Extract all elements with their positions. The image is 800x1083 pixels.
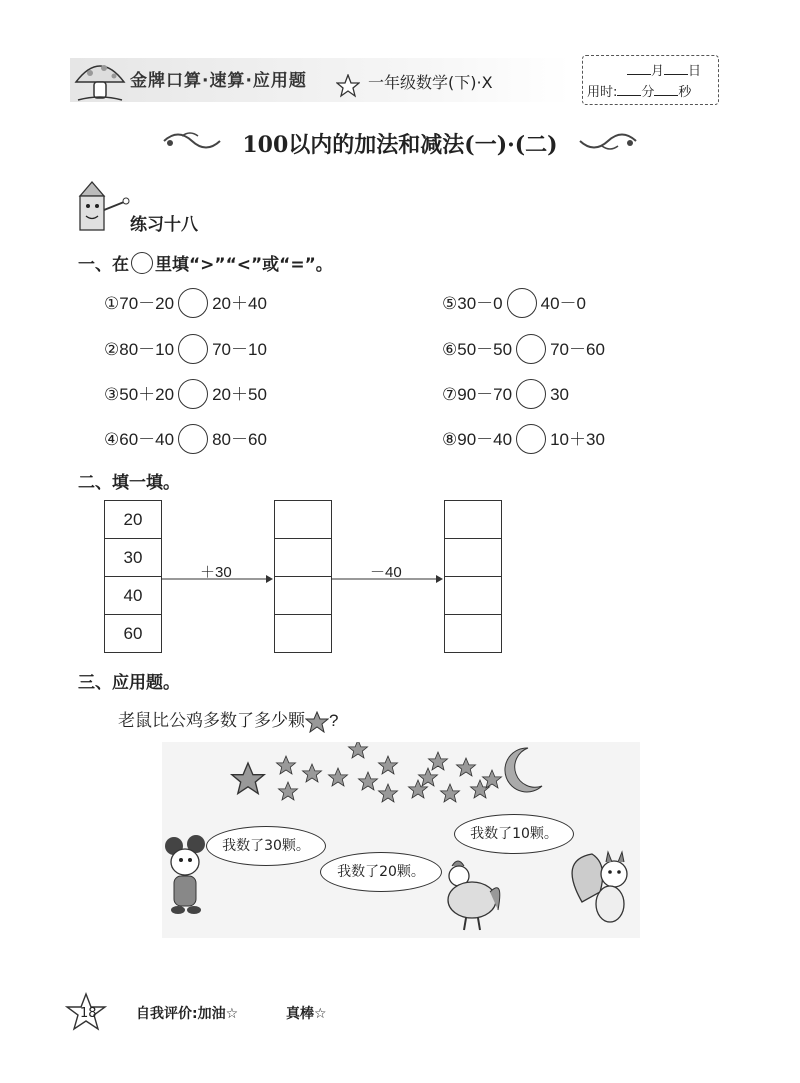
- answer-column-1: [274, 500, 332, 653]
- compare-circle-symbol: [131, 252, 153, 274]
- answer-circle[interactable]: [178, 334, 208, 364]
- answer-circle[interactable]: [178, 288, 208, 318]
- exercise-label: 练习十八: [130, 215, 198, 235]
- pencil-mascot-icon: [70, 180, 132, 236]
- page-number: 18: [80, 1006, 97, 1021]
- ornament-right-icon: [578, 128, 638, 154]
- star-filled-icon: [305, 711, 329, 733]
- input-column: [104, 500, 162, 653]
- input-cell: 60: [123, 624, 143, 643]
- op-add-label: ＋30: [200, 564, 232, 581]
- answer-circle[interactable]: [178, 379, 208, 409]
- answer-cell[interactable]: [275, 539, 331, 577]
- answer-circle[interactable]: [507, 288, 537, 318]
- compare-item: ⑦90－70 30: [442, 380, 569, 411]
- input-cell: 30: [105, 539, 161, 577]
- rooster-character-icon: [448, 861, 500, 930]
- grade-label: 一年级数学(下)·X: [368, 73, 493, 92]
- answer-column-2: [444, 500, 502, 653]
- compare-item: ⑧90－40 10＋30: [442, 425, 605, 456]
- squirrel-speech-bubble: 我数了10颗。: [454, 814, 574, 854]
- answer-cell[interactable]: [275, 615, 331, 652]
- op-subtract-label: －40: [370, 564, 402, 581]
- star-outline-icon: [336, 74, 360, 98]
- answer-circle[interactable]: [516, 379, 546, 409]
- self-evaluation-label: 自我评价:加油☆: [136, 1006, 239, 1022]
- mushroom-icon: [72, 56, 128, 106]
- moon-icon: [505, 748, 542, 792]
- series-title: 金牌口算·速算·应用题: [130, 71, 307, 91]
- part3-heading: 三、应用题。: [78, 673, 180, 693]
- date-line: 月 日: [627, 60, 701, 79]
- answer-cell[interactable]: [275, 501, 331, 539]
- answer-cell[interactable]: [445, 501, 501, 539]
- squirrel-character-icon: [572, 852, 627, 922]
- page-title: 100以内的加法和减法(一)·(二): [242, 132, 558, 158]
- answer-cell[interactable]: [445, 615, 501, 652]
- compare-item: ⑥50－50 70－60: [442, 335, 605, 366]
- mouse-character-icon: [165, 835, 205, 914]
- mouse-speech-bubble: 我数了30颗。: [206, 826, 326, 866]
- part1-heading: 一、在 里填“>”“<”或“=”。: [78, 250, 333, 276]
- part2-heading: 二、填一填。: [78, 473, 180, 493]
- compare-item: ②80－10 70－10: [104, 335, 267, 366]
- compare-item: ⑤30－0 40－0: [442, 289, 586, 320]
- answer-circle[interactable]: [516, 334, 546, 364]
- answer-cell[interactable]: [275, 577, 331, 615]
- answer-circle[interactable]: [178, 424, 208, 454]
- great-label: 真棒☆: [286, 1006, 327, 1022]
- word-problem-question: 老鼠比公鸡多数了多少颗 ?: [118, 706, 338, 733]
- input-cell: 40: [105, 577, 161, 615]
- answer-cell[interactable]: [445, 539, 501, 577]
- input-cell: 20: [105, 501, 161, 539]
- date-time-box: [582, 55, 719, 105]
- time-line: 用时: 分 秒: [587, 85, 692, 100]
- answer-cell[interactable]: [445, 577, 501, 615]
- rooster-speech-bubble: 我数了20颗。: [320, 852, 442, 892]
- answer-circle[interactable]: [516, 424, 546, 454]
- compare-item: ③50＋20 20＋50: [104, 380, 267, 411]
- compare-item: ①70－20 20＋40: [104, 289, 267, 320]
- compare-item: ④60－40 80－60: [104, 425, 267, 456]
